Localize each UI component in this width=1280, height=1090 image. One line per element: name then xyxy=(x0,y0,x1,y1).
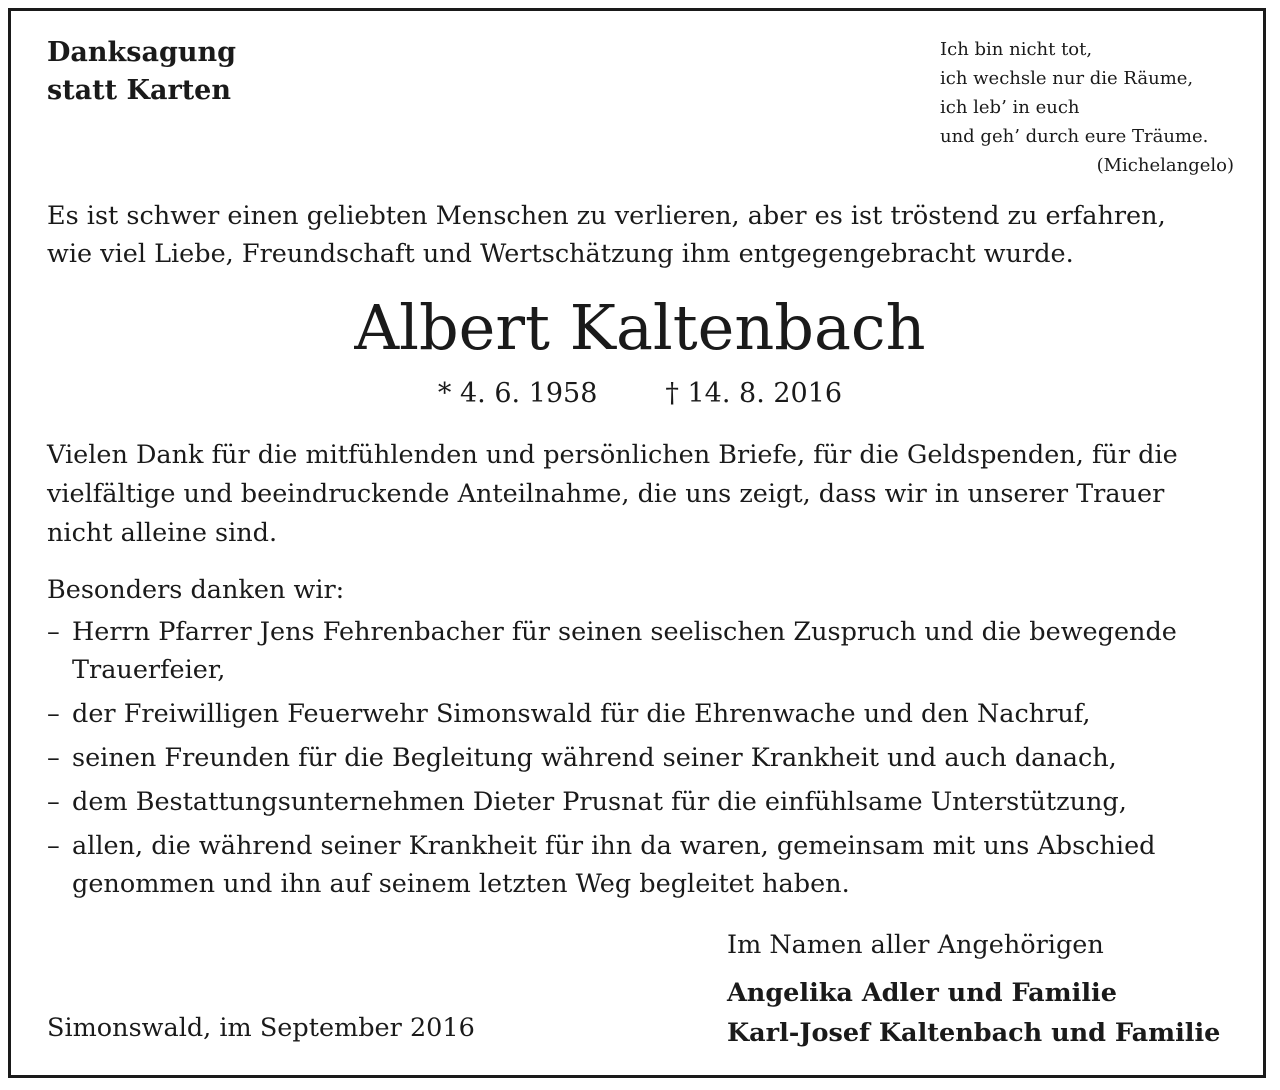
intro-line: wie viel Liebe, Freundschaft und Wertschätzung ihm entgegengebracht wurde. xyxy=(47,239,1074,269)
list-item-text: Trauerfeier, xyxy=(72,655,226,685)
thanks-line: Vielen Dank für die mitfühlenden und persönlichen Briefe, für die Geldspenden, für die xyxy=(47,440,1178,470)
quote-source: (Michelangelo) xyxy=(1096,155,1234,176)
list-item xyxy=(47,695,1177,733)
quote-line: ich leb’ in euch xyxy=(940,97,1080,118)
place-date: Simonswald, im September 2016 xyxy=(47,1013,475,1043)
quote-line: Ich bin nicht tot, xyxy=(940,39,1093,60)
list-item-text: der Freiwilligen Feuerwehr Simonswald für die Ehrenwache und den Nachruf, xyxy=(72,699,1091,729)
quote-block xyxy=(940,35,1234,180)
deceased-name: Albert Kaltenbach xyxy=(354,291,926,364)
family-name: Karl-Josef Kaltenbach und Familie xyxy=(727,1018,1221,1048)
list-item xyxy=(47,783,1177,821)
thanks-line: vielfältige und beeindruckende Anteilnahme, die uns zeigt, dass wir in unserer Trauer xyxy=(47,479,1165,509)
list-item-text: seinen Freunden für die Begleitung während seiner Krankheit und auch danach, xyxy=(72,743,1117,773)
dash-bullet: – xyxy=(47,787,60,817)
list-item-text: genommen und ihn auf seinem letzten Weg begleitet haben. xyxy=(72,869,850,899)
special-thanks-list xyxy=(47,613,1177,909)
quote-line: und geh’ durch eure Träume. xyxy=(940,126,1209,147)
birth-date: * 4. 6. 1958 xyxy=(437,378,598,409)
list-item-text: allen, die während seiner Krankheit für ihn da waren, gemeinsam mit uns Abschied xyxy=(72,831,1156,861)
dash-bullet: – xyxy=(47,831,60,861)
notice-heading xyxy=(47,34,236,110)
list-item-text: dem Bestattungsunternehmen Dieter Prusnat für die einfühlsame Unterstützung, xyxy=(72,787,1127,817)
heading-line: Danksagung xyxy=(47,37,236,68)
list-item xyxy=(47,827,1177,903)
thanks-line: nicht alleine sind. xyxy=(47,518,278,548)
special-thanks-intro xyxy=(47,571,344,609)
list-item xyxy=(47,613,1177,689)
dash-bullet: – xyxy=(47,743,60,773)
intro-line: Es ist schwer einen geliebten Menschen zu verlieren, aber es ist tröstend zu erfahren, xyxy=(47,201,1166,231)
signature-block xyxy=(727,925,1220,1053)
special-thanks-heading: Besonders danken wir: xyxy=(47,575,345,605)
list-item xyxy=(47,739,1177,777)
life-dates xyxy=(0,374,1280,414)
thanks-paragraph xyxy=(47,436,1178,553)
intro-paragraph xyxy=(47,197,1247,273)
dash-bullet: – xyxy=(47,617,60,647)
family-name: Angelika Adler und Familie xyxy=(727,978,1117,1008)
death-date: † 14. 8. 2016 xyxy=(665,378,843,409)
dash-bullet: – xyxy=(47,699,60,729)
quote-line: ich wechsle nur die Räume, xyxy=(940,68,1194,89)
heading-line: statt Karten xyxy=(47,75,231,106)
on-behalf-text: Im Namen aller Angehörigen xyxy=(727,930,1104,960)
list-item-text: Herrn Pfarrer Jens Fehrenbacher für seinen seelischen Zuspruch und die bewegende xyxy=(72,617,1177,647)
